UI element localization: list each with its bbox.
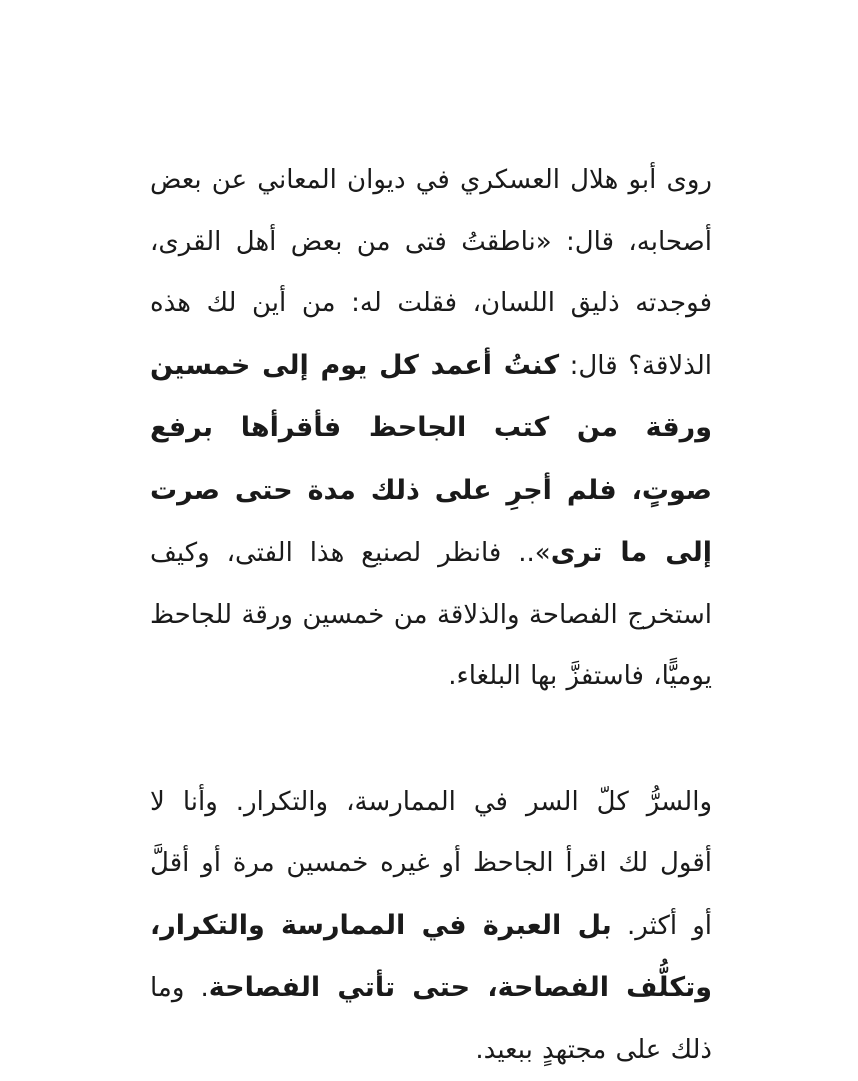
paragraph-1-closing: ».. فانظر لصنيع هذا الفتى، وكيف استخرج الفصاحة والذلاقة من خمسين ورقة للجاحظ يوميًّا، فاستفزَّ بها البلغاء. bbox=[150, 538, 712, 691]
paragraph-1-intro: روى أبو هلال العسكري في ديوان المعاني عن بعض أصحابه، قال: «ناطقتُ فتى من بعض أهل القرى، فوجدته ذليق اللسان، فقلت له: من أين لك هذه الذلاقة؟ قال: bbox=[150, 165, 712, 381]
paragraph-1-quote: كنتُ أعمد كل يوم إلى خمسين ورقة من كتب الجاحظ فأقرأها برفع صوتٍ، فلم أجرِ على ذلك مدة حتى صرت إلى ما ترى bbox=[150, 350, 712, 569]
paragraph-2-closing: . وما ذلك على مجتهدٍ ببعيد. bbox=[150, 973, 712, 1065]
paragraph-2 bbox=[150, 772, 712, 1081]
paragraph-1 bbox=[150, 150, 712, 708]
document-page bbox=[150, 150, 712, 1081]
paragraph-2-intro: والسرُّ كلّ السر في الممارسة، والتكرار. وأنا لا أقول لك اقرأ الجاحظ أو غيره خمسين مرة أو أقلَّ أو أكثر. bbox=[150, 787, 712, 941]
paragraph-2-emphasis: بل العبرة في الممارسة والتكرار، وتكلُّف الفصاحة، حتى تأتي الفصاحة bbox=[150, 910, 712, 1004]
